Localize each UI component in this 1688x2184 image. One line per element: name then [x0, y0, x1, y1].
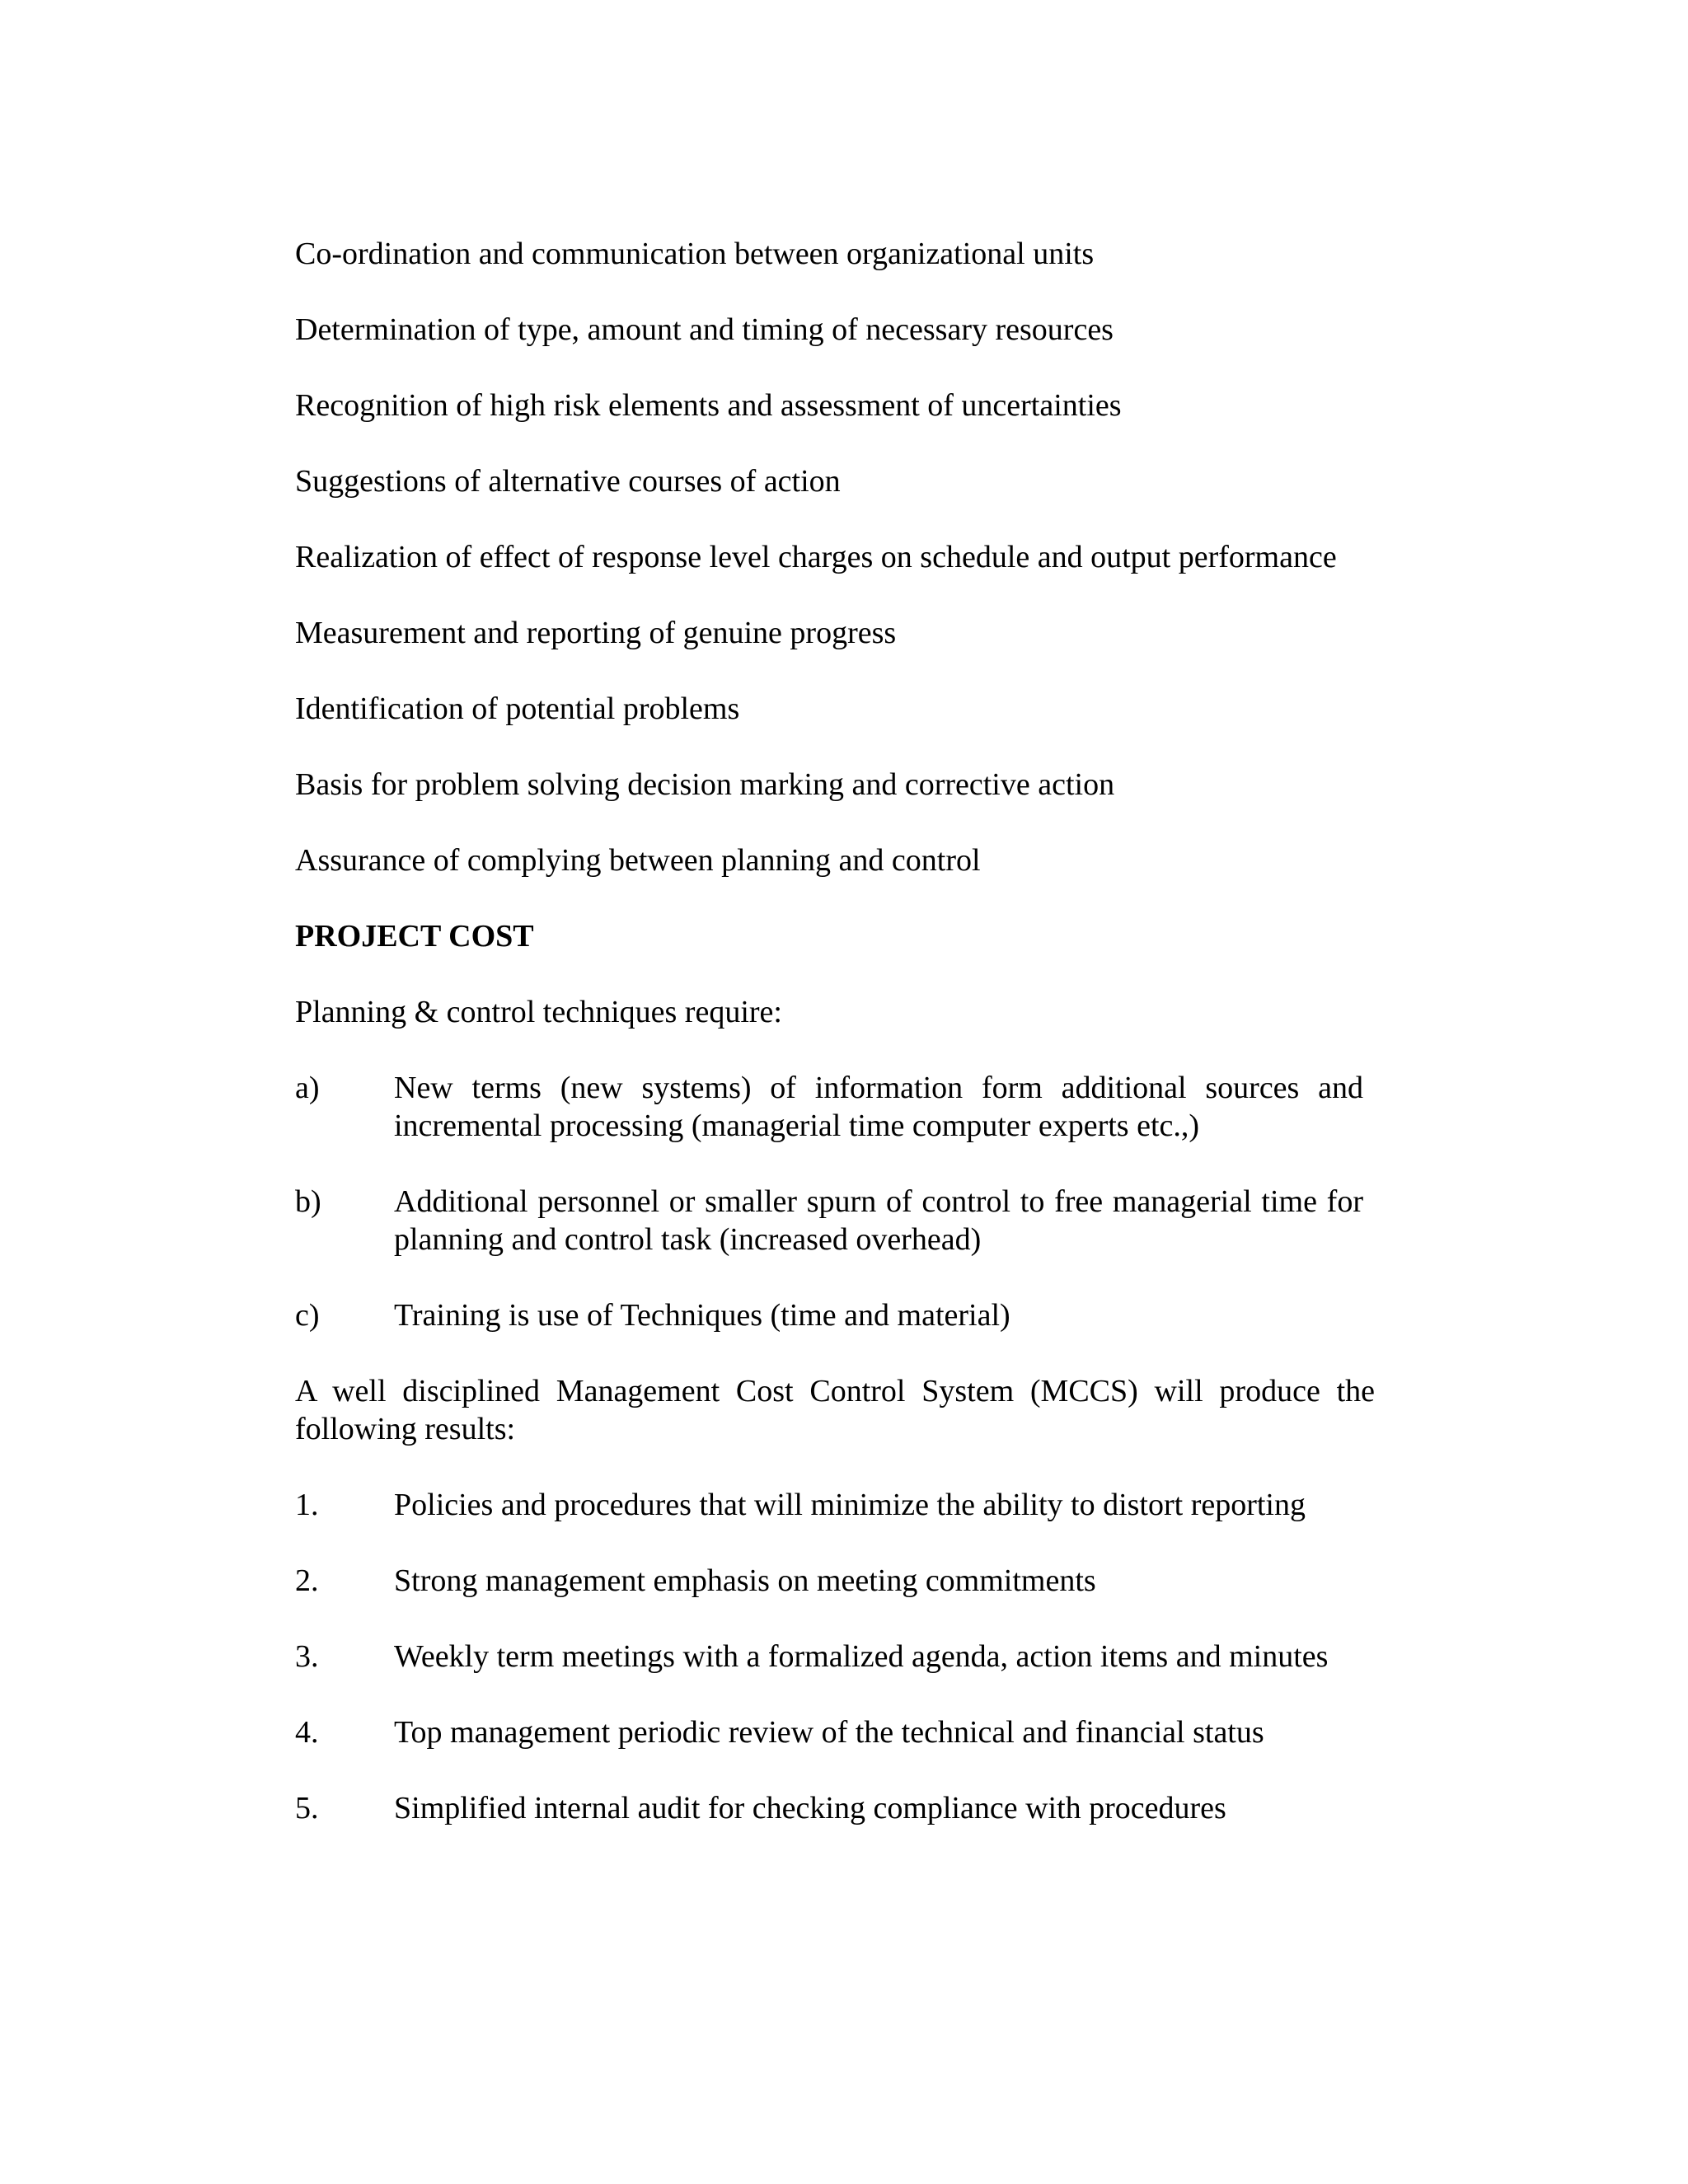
list-item [295, 1183, 1375, 1258]
list-marker: 4. [295, 1715, 319, 1750]
list-item [295, 1638, 1375, 1675]
list-item-text: New terms (new systems) of information form additional sources and incremental processing (managerial time computer experts etc.,) [394, 1071, 1363, 1143]
list-item [295, 1789, 1375, 1827]
list-item-text: Weekly term meetings with a formalized agenda, action items and minutes [394, 1639, 1329, 1674]
intro-item-7: Identification of potential problems [295, 691, 740, 726]
list-item [295, 1296, 1375, 1334]
intro-item-8: Basis for problem solving decision marking and corrective action [295, 767, 1115, 802]
list-item-text: Top management periodic review of the technical and financial status [394, 1715, 1264, 1750]
intro-item-6: Measurement and reporting of genuine progress [295, 616, 897, 650]
list-marker: a) [295, 1071, 320, 1105]
list-item [295, 1562, 1375, 1600]
intro-item-5: Realization of effect of response level charges on schedule and output performance [295, 540, 1337, 574]
section-heading: PROJECT COST [295, 919, 534, 954]
list-item-text: Strong management emphasis on meeting commitments [394, 1563, 1096, 1598]
list-item [295, 1069, 1375, 1145]
intro-item-1: Co-ordination and communication between organizational units [295, 237, 1095, 271]
document-page [295, 235, 1375, 1865]
list-item [295, 1713, 1375, 1751]
list-item-text: Training is use of Techniques (time and material) [394, 1298, 1010, 1333]
list-item-text: Additional personnel or smaller spurn of control to free managerial time for planning and control task (increased overhead) [394, 1184, 1363, 1257]
list-item-text: Policies and procedures that will minimize the ability to distort reporting [394, 1488, 1306, 1522]
list-marker: 1. [295, 1488, 319, 1522]
requirements-list [295, 1069, 1375, 1334]
list-marker: 5. [295, 1791, 319, 1825]
results-intro: A well disciplined Management Cost Control System (MCCS) will produce the following results: [295, 1374, 1375, 1446]
intro-item-9: Assurance of complying between planning and control [295, 843, 981, 878]
list-marker: 3. [295, 1639, 319, 1674]
list-item-text: Simplified internal audit for checking compliance with procedures [394, 1791, 1226, 1825]
intro-item-3: Recognition of high risk elements and assessment of uncertainties [295, 388, 1122, 423]
intro-item-2: Determination of type, amount and timing of necessary resources [295, 312, 1114, 347]
list-marker: 2. [295, 1563, 319, 1598]
list-marker: c) [295, 1298, 320, 1333]
results-list [295, 1486, 1375, 1827]
intro-item-4: Suggestions of alternative courses of action [295, 464, 841, 499]
requirements-intro: Planning & control techniques require: [295, 995, 782, 1029]
list-item [295, 1486, 1375, 1524]
list-marker: b) [295, 1184, 321, 1219]
